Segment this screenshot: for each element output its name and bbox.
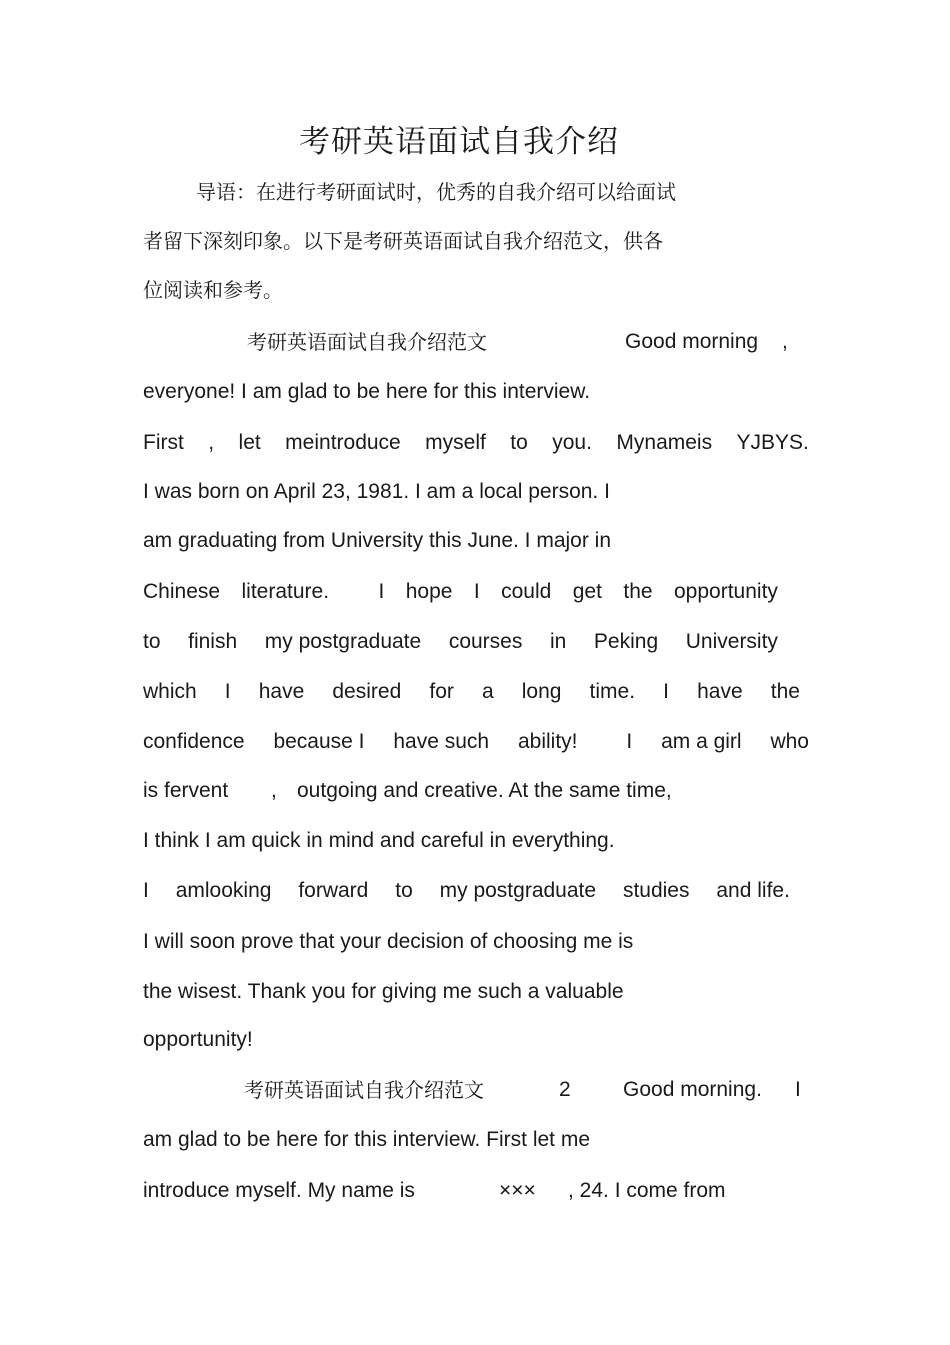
fervent-part-b: , — [271, 779, 277, 802]
intro-part-a: introduce myself. My name is — [143, 1179, 415, 1202]
word: meintroduce — [285, 431, 401, 454]
sample2-heading: 考研英语面试自我介绍范文 — [244, 1078, 484, 1102]
sample1-line-fervent — [0, 775, 950, 807]
word: my postgraduate — [439, 879, 597, 902]
word: could — [501, 580, 552, 603]
word: let — [238, 431, 261, 454]
word: time. — [589, 680, 636, 703]
word: YJBYS. — [736, 431, 809, 454]
sample1-greeting: Good morning — [625, 330, 759, 353]
word: the — [770, 680, 800, 703]
sample1-line-think: I think I am quick in mind and careful in everything. — [143, 829, 615, 852]
sample2-greeting: Good morning. — [623, 1078, 762, 1101]
word: desired — [332, 680, 402, 703]
word: to — [143, 630, 161, 653]
sample1-line-opportunity: opportunity! — [143, 1028, 253, 1051]
sample1-line-looking — [143, 875, 790, 907]
word: I — [378, 580, 385, 603]
word: , — [208, 431, 215, 454]
sample1-line-wisest: the wisest. Thank you for giving me such a valuable — [143, 980, 624, 1003]
word: because I — [273, 730, 365, 753]
fervent-part-c: outgoing and creative. At the same time, — [297, 779, 672, 802]
intro-line-1: 导语：在进行考研面试时，优秀的自我介绍可以给面试 — [196, 180, 676, 204]
sample1-heading: 考研英语面试自我介绍范文 — [247, 330, 487, 354]
word: I — [626, 730, 633, 753]
word: a — [481, 680, 494, 703]
word: I — [143, 879, 149, 902]
sample1-line-finish — [143, 626, 778, 658]
word: I — [663, 680, 669, 703]
word: am a girl — [661, 730, 742, 753]
sample2-heading-line — [0, 1074, 950, 1106]
intro-line-2: 者留下深刻印象。以下是考研英语面试自我介绍范文，供各 — [143, 229, 663, 253]
word: to — [395, 879, 413, 902]
word: forward — [298, 879, 369, 902]
sample1-line-confidence — [143, 726, 809, 758]
word: ability! — [517, 730, 578, 753]
sample2-line-glad: am glad to be here for this interview. First let me — [143, 1128, 591, 1151]
document-title: 考研英语面试自我介绍 — [299, 124, 619, 160]
word: courses — [448, 630, 523, 653]
word: University — [685, 630, 778, 653]
sample1-line-everyone: everyone! I am glad to be here for this interview. — [143, 380, 591, 403]
sample2-pronoun: I — [795, 1078, 801, 1101]
sample1-line-graduating: am graduating from University this June. I major in — [143, 529, 612, 552]
sample1-heading-line — [0, 326, 950, 358]
word: confidence — [143, 730, 245, 753]
word: long — [521, 680, 562, 703]
word: who — [770, 730, 809, 753]
word: opportunity — [674, 580, 778, 603]
fervent-part-a: is fervent — [143, 779, 229, 802]
word: hope — [405, 580, 453, 603]
word: studies — [622, 879, 690, 902]
sample1-line-chinese — [143, 576, 778, 608]
word: to — [510, 431, 528, 454]
word: have — [697, 680, 743, 703]
word: and life. — [716, 879, 790, 902]
word: I — [473, 580, 480, 603]
word: you. — [552, 431, 592, 454]
word: my postgraduate — [264, 630, 422, 653]
word: I — [224, 680, 231, 703]
sample2-line-intro — [0, 1175, 950, 1207]
word: Mynameis — [616, 431, 713, 454]
sample1-line-born: I was born on April 23, 1981. I am a local person. I — [143, 480, 610, 503]
sample1-line-prove: I will soon prove that your decision of choosing me is — [143, 930, 634, 953]
sample1-line-first — [143, 427, 809, 459]
word: literature. — [241, 580, 330, 603]
word: the — [623, 580, 653, 603]
word: myself — [425, 431, 486, 454]
word: get — [572, 580, 602, 603]
word: have such — [393, 730, 490, 753]
intro-part-b: ××× — [499, 1179, 536, 1202]
sample1-line-which — [143, 676, 800, 708]
word: Peking — [593, 630, 659, 653]
word: for — [429, 680, 454, 703]
word: which — [143, 680, 197, 703]
word: First — [143, 431, 184, 454]
word: finish — [188, 630, 238, 653]
sample1-greeting-comma: , — [782, 330, 788, 353]
word: in — [549, 630, 567, 653]
intro-line-3: 位阅读和参考。 — [143, 278, 283, 302]
sample2-number: 2 — [559, 1078, 571, 1101]
word: have — [258, 680, 305, 703]
word: Chinese — [143, 580, 221, 603]
intro-part-c: , 24. I come from — [568, 1179, 726, 1202]
word: amlooking — [175, 879, 272, 902]
